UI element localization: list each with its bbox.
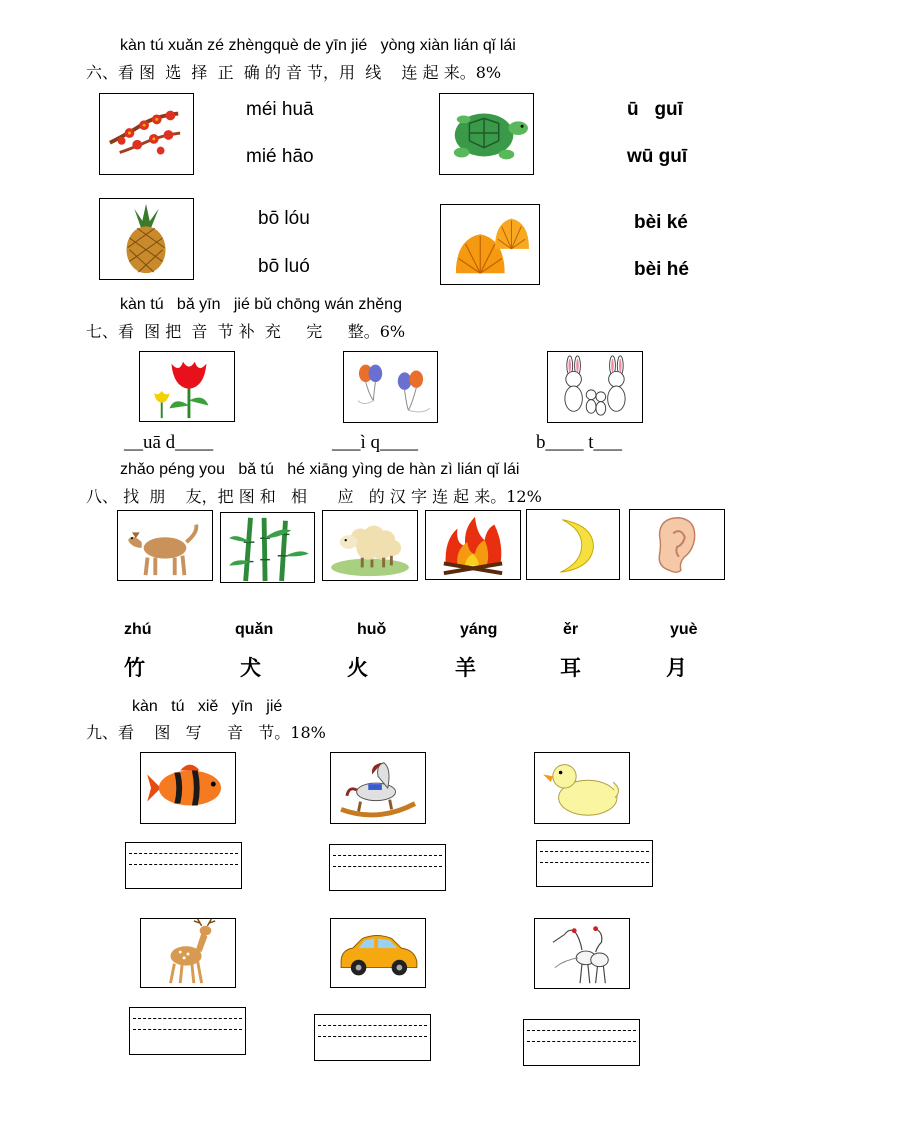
option-pineapple-b: bō luó xyxy=(258,256,310,277)
hanzi-character: 月 xyxy=(666,656,687,680)
blank-rabbits[interactable]: b____ t___ xyxy=(536,432,623,453)
option-pineapple-a: bō lóu xyxy=(258,208,310,229)
car-image xyxy=(330,918,426,988)
hanzi-character: 羊 xyxy=(455,656,476,680)
option-plum-b: mié hāo xyxy=(246,146,314,167)
crane-image xyxy=(534,918,630,989)
duckling-image xyxy=(534,752,630,824)
option-turtle-b: wū guī xyxy=(627,146,688,167)
turtle-image xyxy=(439,93,534,175)
pineapple-image xyxy=(99,198,194,280)
writing-box-rocking-horse[interactable] xyxy=(329,844,446,891)
writing-box-car[interactable] xyxy=(314,1014,431,1061)
fire-image xyxy=(425,510,521,580)
blank-tulip[interactable]: __uā d____ xyxy=(124,432,214,453)
writing-box-duckling[interactable] xyxy=(536,840,653,887)
option-plum-a: méi huā xyxy=(246,99,314,120)
moon-image xyxy=(526,509,620,580)
option-shells-a: bèi ké xyxy=(634,212,688,233)
shells-image xyxy=(440,204,540,285)
dog-image xyxy=(117,510,213,581)
option-turtle-a: ū guī xyxy=(627,99,683,120)
pinyin-word: zhú xyxy=(124,621,152,638)
writing-box-crane[interactable] xyxy=(523,1019,640,1066)
s6-pinyin: kàn tú xuǎn zé zhèngquè de yīn jié yòng xiàn lián qǐ lái xyxy=(120,37,516,54)
tulip-image xyxy=(139,351,235,422)
writing-box-deer[interactable] xyxy=(129,1007,246,1055)
goldfish-image xyxy=(140,752,236,824)
deer-image xyxy=(140,918,236,988)
pinyin-word: quǎn xyxy=(235,621,274,638)
s6-title: 六、看 图 选 择 正 确 的 音 节，用 线 连 起 来。8% xyxy=(86,63,502,82)
option-shells-b: bèi hé xyxy=(634,259,689,280)
writing-box-goldfish[interactable] xyxy=(125,842,242,889)
hanzi-character: 犬 xyxy=(240,656,261,680)
sheep-image xyxy=(322,510,418,581)
blank-balloons[interactable]: ___ì q____ xyxy=(332,432,419,453)
hanzi-character: 竹 xyxy=(124,656,145,680)
s8-pinyin: zhǎo péng you bǎ tú hé xiāng yìng de hàn zì lián qǐ lái xyxy=(120,461,520,478)
rocking-horse-image xyxy=(330,752,426,824)
rabbits-image xyxy=(547,351,643,423)
s7-title: 七、看 图 把 音 节 补 充 完 整。6% xyxy=(86,322,406,341)
pinyin-word: huǒ xyxy=(357,621,387,638)
pinyin-word: ěr xyxy=(563,621,579,638)
pinyin-word: yáng xyxy=(460,621,498,638)
hanzi-character: 火 xyxy=(347,656,368,680)
s7-pinyin: kàn tú bǎ yīn jié bǔ chōng wán zhěng xyxy=(120,296,402,313)
hanzi-character: 耳 xyxy=(560,656,581,680)
s8-title: 八、 找 朋 友，把 图 和 相 应 的 汉 字 连 起 来。12% xyxy=(86,487,542,506)
bamboo-image xyxy=(220,512,315,583)
plum-blossom-image xyxy=(99,93,194,175)
s9-pinyin: kàn tú xiě yīn jié xyxy=(132,698,283,715)
balloons-image xyxy=(343,351,438,423)
pinyin-word: yuè xyxy=(670,621,698,638)
ear-image xyxy=(629,509,725,580)
s9-title: 九、看 图 写 音 节。18% xyxy=(86,723,326,742)
